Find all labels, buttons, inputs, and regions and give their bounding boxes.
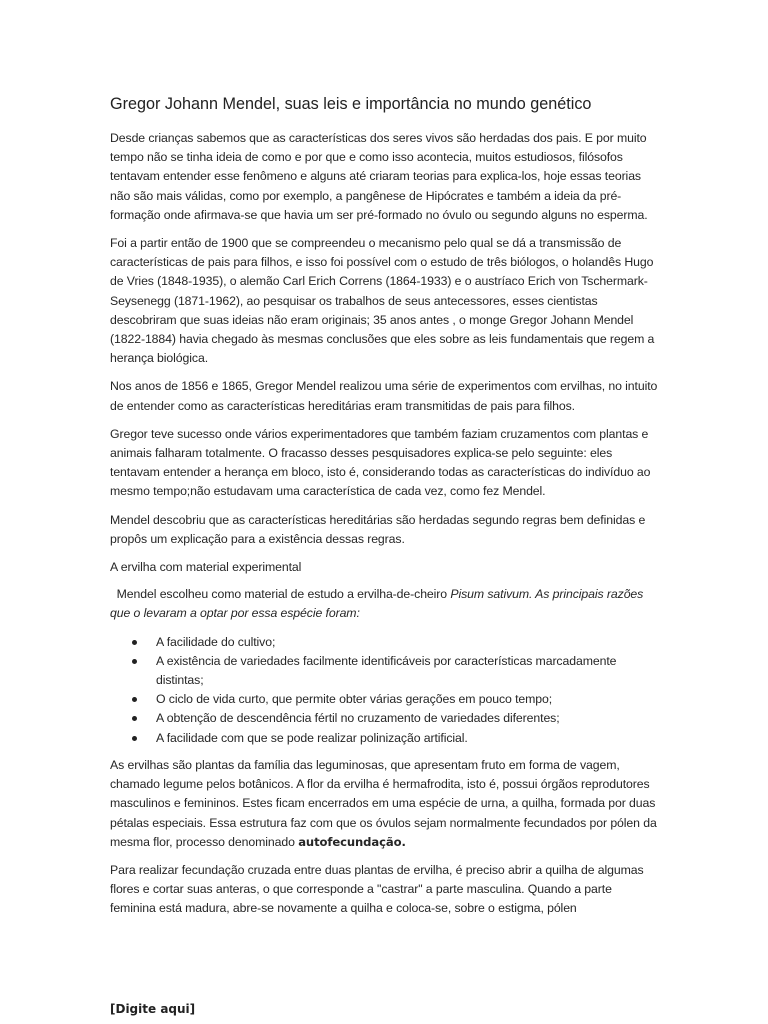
paragraph-1900: Foi a partir então de 1900 que se compreendeu o mecanismo pelo qual se dá a transmissão de características de pais para filhos, e isso foi possível com o estudo de três biólogos, o holandês Hugo de Vries (1848-1935), o alemão Carl Erich Correns (1864-1933) e o austríaco Erich von Tschermark-Seysenegg (1871-1962), ao pesquisar os trabalhos de seus antecessores, esses cientistas descobriram que suas ideias não eram originais; 35 anos antes , o monge Gregor Johann Mendel (1822-1884) havia chegado às mesmas conclusões que eles sobre as leis fundamentais que regem a herança biológica. (110, 236, 655, 366)
list-item-text: O ciclo de vida curto, que permite obter várias gerações em pouco tempo; (156, 692, 553, 707)
paragraph-experiments: Nos anos de 1856 e 1865, Gregor Mendel realizou uma série de experimentos com ervilhas, no intuito de entender como as características hereditárias eram transmitidas de pais para filhos. (110, 379, 658, 413)
paragraph-pea-flower (110, 756, 660, 852)
paragraph-intro: Desde crianças sabemos que as características dos seres vivos são herdadas dos pais. E por muito tempo não se tinha ideia de como e por que e como isso acontecia, muitos estudiosos, filósofos tentavam entender esse fenômeno e alguns até criaram teorias para explica-los, hoje essas teorias não são mais válidas, como por exemplo, a pangênese de Hipócrates e também a ideia da pré-formação onde afirmava-se que havia um ser pré-formado no óvulo ou segundo alguns no esperma. (110, 131, 648, 222)
list-item (110, 709, 660, 728)
list-item (110, 690, 660, 709)
paragraph-rules: Mendel descobriu que as características hereditárias são herdadas segundo regras bem definidas e propôs um explicação para a existência dessas regras. (110, 512, 646, 546)
list-item-text: A existência de variedades facilmente identificáveis por características marcadamente distintas; (156, 653, 617, 688)
pea-choice-italic: Pisum sativum. As principais razões que o levaram a optar por essa espécie foram: (110, 587, 644, 621)
bullet-icon (132, 659, 137, 664)
list-item-text: A facilidade com que se pode realizar polinização artificial. (156, 730, 468, 745)
pea-flower-text: As ervilhas são plantas da família das leguminosas, que apresentam fruto em forma de vagem, chamado legume pelos botânicos. A flor da ervilha é hermafrodita, isto é, possui órgãos reprodutores masculinos e femininos. Estes ficam encerrados em uma espécie de urna, a quilha, formada por duas pétalas especiais. Essa estrutura faz com que os óvulos sejam normalmente fecundados por pólen da mesma flor, processo denominado (110, 757, 657, 849)
autofecundacao-term: autofecundação. (298, 834, 406, 849)
bullet-icon (132, 640, 137, 645)
bullet-icon (132, 736, 137, 741)
paragraph-cross-fertilization: Para realizar fecundação cruzada entre duas plantas de ervilha, é preciso abrir a quilha de algumas flores e cortar suas anteras, o que corresponde a "castrar" a parte masculina. Quando a parte feminina está madura, abre-se novamente a quilha e coloca-se, sobre o estigma, pólen (110, 862, 644, 916)
list-item (110, 652, 660, 690)
reasons-list (110, 633, 660, 748)
pea-choice-text: Mendel escolheu como material de estudo a ervilha-de-cheiro (110, 587, 451, 602)
list-item (110, 729, 660, 748)
document-title: Gregor Johann Mendel, suas leis e importância no mundo genético (110, 95, 592, 113)
list-item-text: A facilidade do cultivo; (156, 634, 276, 649)
bullet-icon (132, 716, 137, 721)
bullet-icon (132, 697, 137, 702)
list-item (110, 633, 660, 652)
paragraph-success: Gregor teve sucesso onde vários experimentadores que também faziam cruzamentos com plantas e animais falharam totalmente. O fracasso desses pesquisadores explica-se pelo seguinte: eles tentavam entender a herança em bloco, isto é, considerando todas as características do indivíduo ao mesmo tempo;não estudavam uma característica de cada vez, como fez Mendel. (110, 426, 651, 499)
document-body (110, 93, 660, 928)
paragraph-pea-choice (110, 585, 660, 623)
footer-placeholder[interactable]: [Digite aqui] (110, 1002, 196, 1016)
list-item-text: A obtenção de descendência fértil no cruzamento de variedades diferentes; (156, 711, 560, 726)
section-subtitle: A ervilha com material experimental (110, 560, 302, 575)
